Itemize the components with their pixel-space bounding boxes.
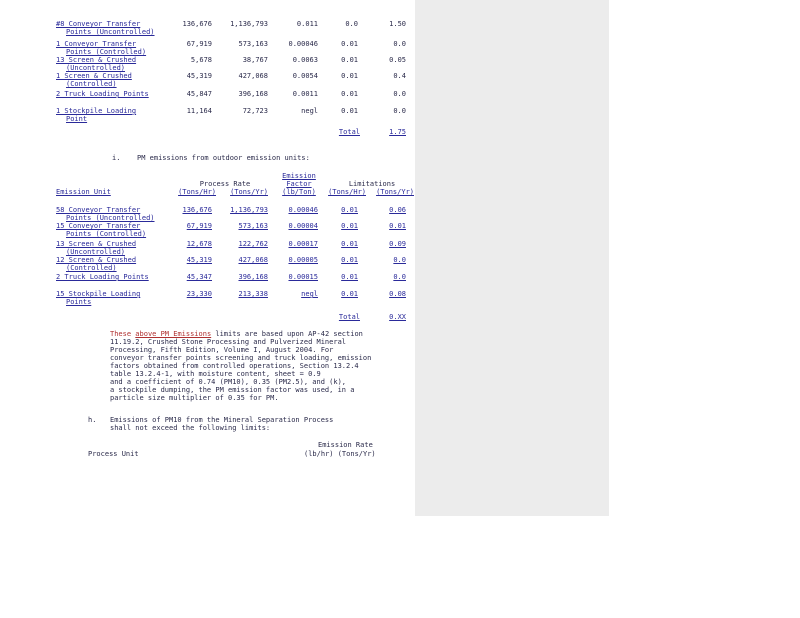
notes-first-line: [110, 330, 363, 338]
notes-lead: These: [110, 330, 132, 338]
row-limit-tpy: 0.0: [393, 40, 406, 48]
limits-item-number: h.: [88, 416, 97, 424]
row-process-tph: 67,919: [186, 40, 212, 48]
row-unit-sub[interactable]: Points (Uncontrolled): [66, 28, 155, 36]
row-unit-sub[interactable]: Point: [66, 115, 88, 123]
pm-section-number: i.: [112, 154, 121, 162]
row-limit-tpy: 1.50: [389, 20, 406, 28]
notes-line: factors obtained from controlled operations, Section 13.2.4: [110, 362, 359, 370]
row-limit-tpy: 0.06: [389, 206, 406, 214]
row-process-tpy: 573,163: [238, 40, 268, 48]
notes-line: 11.19.2, Crushed Stone Processing and Pulverized Mineral: [110, 338, 347, 346]
row-unit-sub[interactable]: Points: [66, 298, 92, 306]
row-process-tph: 12,678: [186, 240, 212, 248]
row-limit-tph: 0.0: [345, 20, 358, 28]
row-unit-name[interactable]: 13 Screen & Crushed: [56, 56, 137, 64]
row-limit-tph: 0.01: [341, 273, 358, 281]
pm-section-title: PM emissions from outdoor emission units:: [137, 154, 310, 162]
notes-line: table 13.2.4-1, with moisture content, sheet = 0.9: [110, 370, 321, 378]
row-limit-tpy: 0.01: [389, 222, 406, 230]
row-emission-factor: 0.011: [296, 20, 318, 28]
row-process-tpy: 396,168: [238, 90, 268, 98]
row-process-tph: 67,919: [186, 222, 212, 230]
row-emission-factor: 0.00046: [288, 206, 318, 214]
row-process-tph: 45,319: [186, 72, 212, 80]
pm-total-label: Total: [338, 313, 360, 321]
row-emission-factor: 0.00015: [288, 273, 318, 281]
row-process-tph: 45,847: [186, 90, 212, 98]
row-emission-factor: negl: [301, 107, 318, 115]
row-process-tph: 45,319: [186, 256, 212, 264]
row-limit-tpy: 0.05: [389, 56, 406, 64]
limits-item-text: Emissions of PM10 from the Mineral Separation Process: [110, 416, 334, 424]
row-process-tpy: 427,068: [238, 72, 268, 80]
row-limit-tph: 0.01: [341, 256, 358, 264]
row-unit-sub[interactable]: Points (Controlled): [66, 230, 147, 238]
row-process-tpy: 1,136,793: [230, 206, 268, 214]
row-unit-name[interactable]: 1 Screen & Crushed: [56, 72, 132, 80]
row-unit-name[interactable]: 13 Screen & Crushed: [56, 240, 137, 248]
units-header: (lb/hr) (Tons/Yr): [304, 450, 376, 458]
col-limits-tph: (Tons/Hr): [328, 188, 366, 196]
row-unit-name[interactable]: 1 Conveyor Transfer: [56, 40, 137, 48]
col-process-tph: (Tons/Hr): [178, 188, 216, 196]
row-process-tph: 45,347: [186, 273, 212, 281]
row-unit-name[interactable]: 1 Stockpile Loading: [56, 107, 137, 115]
col-limits-tpy: (Tons/Yr): [376, 188, 414, 196]
col-emission-unit: Emission Unit: [56, 188, 111, 196]
col-process-tpy: (Tons/Yr): [230, 188, 268, 196]
row-limit-tpy: 0.0: [393, 256, 406, 264]
row-limit-tpy: 0.4: [393, 72, 406, 80]
row-process-tph: 11,164: [186, 107, 212, 115]
row-limit-tph: 0.01: [341, 40, 358, 48]
row-process-tpy: 38,767: [242, 56, 268, 64]
col-limitations: Limitations: [348, 180, 396, 188]
document-page: [0, 0, 415, 516]
row-emission-factor: 0.00005: [288, 256, 318, 264]
row-process-tph: 136,676: [182, 206, 212, 214]
row-unit-sub[interactable]: Points (Uncontrolled): [66, 214, 155, 222]
row-emission-factor: negl: [301, 290, 318, 298]
notes-link[interactable]: above PM Emissions: [135, 330, 212, 338]
limits-item-text-2: shall not exceed the following limits:: [110, 424, 271, 432]
top-total-label: Total: [338, 128, 360, 136]
row-unit-sub[interactable]: Points (Controlled): [66, 48, 147, 56]
row-limit-tph: 0.01: [341, 206, 358, 214]
row-process-tpy: 573,163: [238, 222, 268, 230]
notes-lead-rest: limits are based upon AP-42 section: [211, 330, 363, 338]
row-emission-factor: 0.0063: [292, 56, 318, 64]
row-process-tpy: 72,723: [242, 107, 268, 115]
row-process-tph: 23,330: [186, 290, 212, 298]
row-emission-factor: 0.00017: [288, 240, 318, 248]
row-unit-name[interactable]: 2 Truck Loading Points: [56, 273, 149, 281]
row-process-tph: 5,678: [190, 56, 212, 64]
notes-line: a stockpile dumping, the PM emission factor was used, in a: [110, 386, 355, 394]
row-limit-tpy: 0.0: [393, 273, 406, 281]
row-limit-tpy: 0.0: [393, 90, 406, 98]
row-unit-name[interactable]: 12 Screen & Crushed: [56, 256, 137, 264]
notes-line: Processing, Fifth Edition, Volume I, August 2004. For: [110, 346, 334, 354]
notes-line: particle size multiplier of 0.35 for PM.: [110, 394, 279, 402]
col-process-rate: Process Rate: [199, 180, 251, 188]
notes-line: and a coefficient of 0.74 (PM10), 0.35 (PM2.5), and (k),: [110, 378, 347, 386]
row-unit-sub[interactable]: (Uncontrolled): [66, 64, 126, 72]
side-panel: [415, 0, 609, 516]
row-emission-factor: 0.0011: [292, 90, 318, 98]
pm-total-value: 0.XX: [389, 313, 406, 321]
row-limit-tph: 0.01: [341, 290, 358, 298]
row-unit-name[interactable]: #8 Conveyor Transfer: [56, 20, 141, 28]
row-unit-name[interactable]: 2 Truck Loading Points: [56, 90, 149, 98]
row-limit-tpy: 0.0: [393, 107, 406, 115]
row-limit-tph: 0.01: [341, 240, 358, 248]
row-unit-name[interactable]: 15 Stockpile Loading: [56, 290, 141, 298]
row-unit-name[interactable]: 58 Conveyor Transfer: [56, 206, 141, 214]
row-process-tpy: 396,168: [238, 273, 268, 281]
row-process-tpy: 122,762: [238, 240, 268, 248]
row-process-tpy: 213,338: [238, 290, 268, 298]
row-emission-factor: 0.00046: [288, 40, 318, 48]
emission-rate-header: Emission Rate: [318, 441, 373, 449]
col-emission-factor: Emission Factor: [282, 172, 316, 188]
row-limit-tph: 0.01: [341, 56, 358, 64]
row-unit-sub[interactable]: (Controlled): [66, 80, 117, 88]
row-unit-name[interactable]: 15 Conveyor Transfer: [56, 222, 141, 230]
row-emission-factor: 0.00004: [288, 222, 318, 230]
col-factor-unit: (lb/Ton): [282, 188, 316, 196]
row-limit-tph: 0.01: [341, 90, 358, 98]
top-total-value: 1.75: [389, 128, 406, 136]
row-process-tpy: 427,068: [238, 256, 268, 264]
row-unit-sub[interactable]: (Uncontrolled): [66, 248, 126, 256]
row-emission-factor: 0.0054: [292, 72, 318, 80]
row-process-tph: 136,676: [182, 20, 212, 28]
row-limit-tpy: 0.09: [389, 240, 406, 248]
row-limit-tph: 0.01: [341, 107, 358, 115]
process-unit-header: Process Unit: [88, 450, 139, 458]
notes-line: conveyor transfer points screening and truck loading, emission: [110, 354, 372, 362]
row-limit-tpy: 0.08: [389, 290, 406, 298]
row-unit-sub[interactable]: (Controlled): [66, 264, 117, 272]
row-limit-tph: 0.01: [341, 222, 358, 230]
row-process-tpy: 1,136,793: [230, 20, 268, 28]
row-limit-tph: 0.01: [341, 72, 358, 80]
